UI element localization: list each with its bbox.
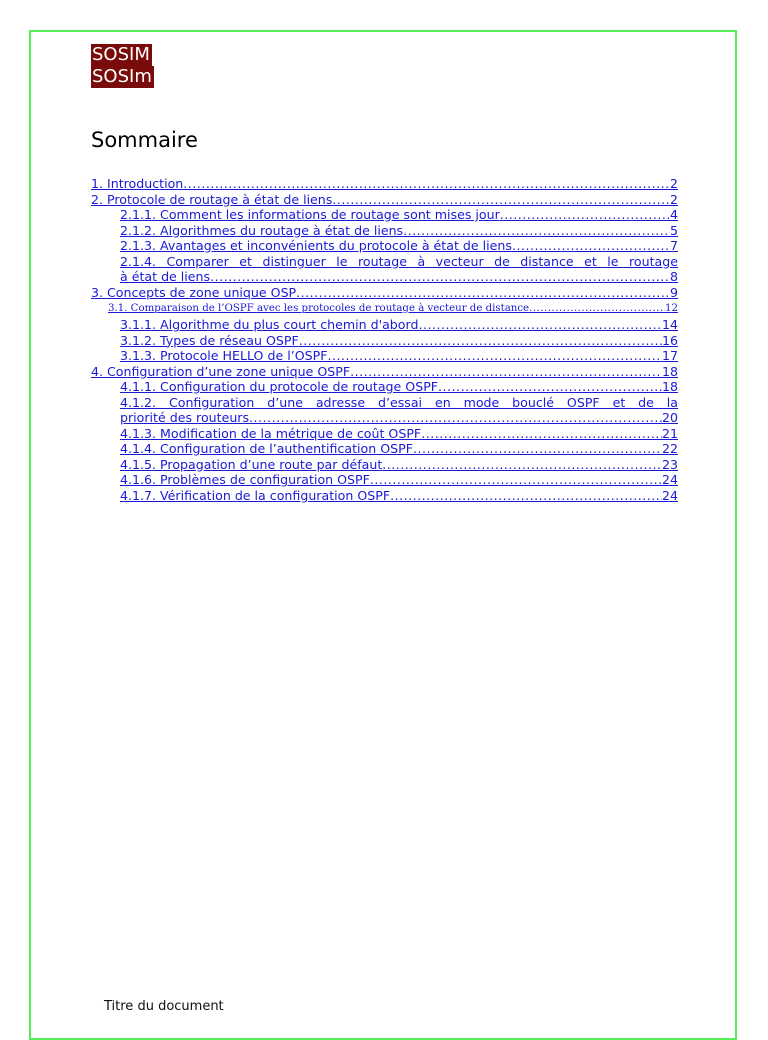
toc-leader [350,364,662,380]
toc-title: 4.1.4. Configuration de l’authentification OSPF [120,441,413,456]
toc-entry-2-1-4[interactable] [91,254,678,285]
badge-line-1: SOSIM [92,44,150,65]
toc-leader [327,348,661,364]
toc-title: 4. Configuration d’une zone unique OSPF [91,363,351,379]
toc-title: 1. Introduction [91,176,184,191]
toc-entry-4-1-1[interactable] [91,379,678,395]
toc-leader [390,488,662,504]
toc-entry-4-1-6[interactable] [91,472,678,488]
toc-link[interactable] [120,379,678,395]
toc-title: 4.1.5. Propagation d’une route par défaut [120,456,383,472]
toc-title-line-2: priorité des routeurs [120,410,250,425]
toc-page: 18 [661,379,678,394]
toc-title-line-1: 4.1.2. Configuration d’une adresse d’essai en mode bouclé OSPF et de la [120,394,678,410]
toc-leader [370,472,662,488]
toc-title-line-1: 2.1.4. Comparer et distinguer le routage à vecteur de distance et le routage [120,253,678,269]
toc-entry-2-1-1[interactable] [91,207,678,223]
toc-page: 14 [661,317,678,332]
toc-title-line-2: à état de liens [120,269,211,284]
toc-page: 24 [661,472,678,487]
toc-page: 8 [669,269,678,284]
toc-page: 20 [661,410,678,425]
toc-title: 2.1.3. Avantages et inconvénients du protocole à état de liens [120,238,512,253]
toc-link[interactable] [120,457,678,473]
toc-entry-2-1-3[interactable] [91,238,678,254]
toc-page: 9 [669,284,678,300]
toc-leader [512,238,670,254]
toc-page: 7 [669,238,678,253]
toc-title: 2.1.2. Algorithmes du routage à état de liens [120,222,404,238]
toc-link[interactable] [120,348,678,364]
toc-page: 17 [661,348,678,363]
toc-link[interactable] [120,441,678,457]
toc-title: 3.1.1. Algorithme du plus court chemin d'abord [120,317,419,332]
toc-title: 4.1.1. Configuration du protocole de routage OSPF [120,379,439,394]
toc-leader [500,207,670,223]
toc-link[interactable] [91,176,678,192]
toc-entry-3-1-2[interactable] [91,333,678,349]
toc-entry-3-1-3[interactable] [91,348,678,364]
toc-leader [413,441,662,457]
toc-page: 18 [661,363,678,379]
toc-entry-protocole-etat-liens[interactable] [91,192,678,208]
toc-page: 16 [661,332,678,348]
toc-link[interactable] [120,472,678,488]
toc-entry-configuration-zone-unique[interactable] [91,364,678,380]
toc-title: 3.1.2. Types de réseau OSPF [120,332,299,348]
toc-leader [421,426,662,442]
toc-page: 21 [661,425,678,441]
toc-link[interactable] [108,300,678,317]
toc-link[interactable] [91,192,678,208]
toc-link[interactable] [120,254,678,285]
toc-page: 12 [665,303,678,314]
toc-leader [183,176,670,192]
toc-link[interactable] [91,285,678,301]
toc-page: 2 [669,191,678,207]
toc-leader [210,269,670,285]
toc-page: 22 [661,441,678,456]
badge-line-2: SOSIm [92,66,152,87]
toc-page: 2 [669,176,678,191]
toc-leader [332,192,670,208]
toc-link[interactable] [120,223,678,239]
toc-title: 4.1.7. Vérification de la configuration OSPF [120,487,391,503]
toc-leader [418,317,662,333]
toc-title: 2. Protocole de routage à état de liens [91,191,333,207]
toc-link[interactable] [120,426,678,442]
toc-link[interactable] [120,317,678,333]
toc-entry-4-1-7[interactable] [91,488,678,504]
toc-link[interactable] [120,333,678,349]
toc-title: 4.1.3. Modification de la métrique de coût OSPF [120,425,422,441]
toc-link[interactable] [120,238,678,254]
toc-link[interactable] [120,488,678,504]
toc-entry-4-1-3[interactable] [91,426,678,442]
toc-leader [249,410,662,426]
toc-entry-4-1-2[interactable] [91,395,678,426]
toc-leader [529,300,665,317]
toc-title: 3. Concepts de zone unique OSP [91,284,297,300]
toc-leader [382,457,662,473]
toc-entry-2-1-2[interactable] [91,223,678,239]
toc-leader [438,379,662,395]
toc-link[interactable] [91,364,678,380]
toc-page: 5 [669,222,678,238]
toc-leader [299,333,662,349]
table-of-contents [91,176,678,503]
document-footer: Titre du document [104,999,224,1014]
toc-title: 3.1. Comparaison de l’OSPF avec les protocoles de routage à vecteur de distance [108,303,530,314]
toc-entry-concepts-zone-unique[interactable] [91,285,678,301]
toc-leader [296,285,670,301]
toc-entry-3-1[interactable] [91,300,678,317]
toc-title: 2.1.1. Comment les informations de routage sont mises jour [120,207,500,222]
toc-page: 24 [661,487,678,503]
toc-page: 23 [661,456,678,472]
toc-page: 4 [669,207,678,222]
toc-title: 3.1.3. Protocole HELLO de l’OSPF [120,348,328,363]
toc-link[interactable] [120,395,678,426]
toc-entry-4-1-5[interactable] [91,457,678,473]
toc-entry-3-1-1[interactable] [91,317,678,333]
toc-entry-4-1-4[interactable] [91,441,678,457]
toc-leader [403,223,670,239]
toc-entry-introduction[interactable] [91,176,678,192]
toc-title: 4.1.6. Problèmes de configuration OSPF [120,472,370,487]
page-title: Sommaire [91,128,198,152]
header-badge [91,44,154,88]
toc-link[interactable] [120,207,678,223]
